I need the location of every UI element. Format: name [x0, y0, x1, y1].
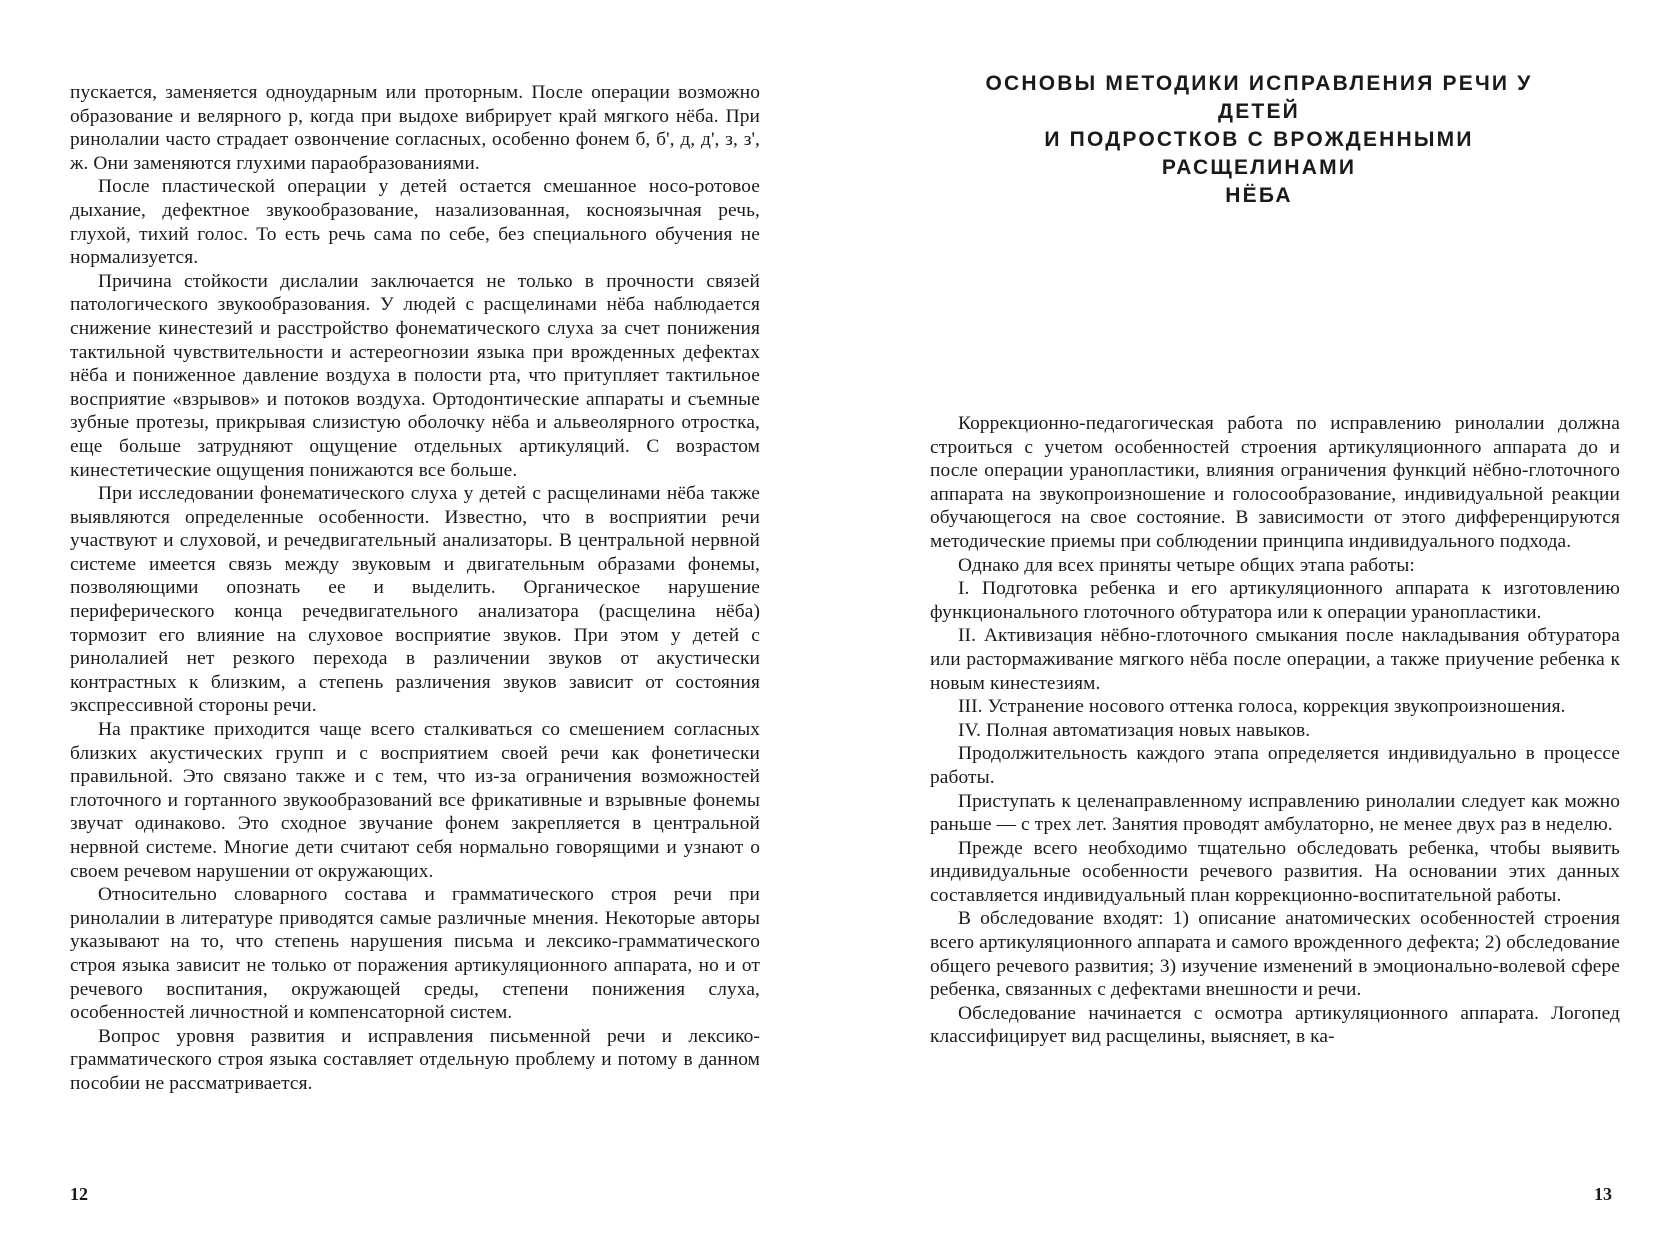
paragraph: Относительно словарного состава и грамматического строя речи при ринолалии в литературе приводятся самые различные мнения. Некоторые авторы указывают на то, что степень нарушения письма и лексико-грамматического строя языка зависит не только от поражения артикуляционного аппарата, но и от речевого воспитания, окружающей среды, степени понижения слуха, особенностей личностной и компенсаторной систем. — [70, 884, 760, 1024]
paragraph: После пластической операции у детей остается смешанное носо-ротовое дыхание, дефектное звукообразование, назализованная, косноязычная речь, глухой, тихий голос. То есть речь сама по себе, без специального обучения не нормализуется. — [70, 176, 760, 269]
chapter-title-line: И ПОДРОСТКОВ С ВРОЖДЕННЫМИ РАСЩЕЛИНАМИ — [1044, 128, 1474, 179]
right-page-body — [930, 412, 1620, 1049]
paragraph: Продолжительность каждого этапа определяется индивидуально в процессе работы. — [930, 743, 1620, 788]
paragraph: Однако для всех приняты четыре общих этапа работы: — [958, 554, 1415, 576]
paragraph: Коррекционно-педагогическая работа по исправлению ринолалии должна строиться с учетом особенностей строения артикуляционного аппарата до и после операции уранопластики, влияния ограничения функций нёбно-глоточного аппарата на звукопроизношение и голосообразование, индивидуальной реакции обучающегося на свое состояние. В зависимости от этого дифференцируются методические приемы при соблюдении принципа индивидуального подхода. — [930, 413, 1620, 552]
paragraph: I. Подготовка ребенка и его артикуляционного аппарата к изготовлению функционального глоточного обтуратора или к операции уранопластики. — [930, 578, 1620, 623]
paragraph: При исследовании фонематического слуха у детей с расщелинами нёба также выявляются определенные особенности. Известно, что в восприятии речи участвуют и слуховой, и речедвигательный анализаторы. В центральной нервной системе имеется связь между звуковым и двигательным образами фонемы, позволяющими опознать ее и выделить. Органическое нарушение периферического конца речедвигательного анализатора (расщелина нёба) тормозит его влияние на слуховое восприятие звуков. При этом у детей с ринолалией нет резкого перехода в различении звуков от акустически контрастных к близким, а степень различения звуков зависит от состояния экспрессивной стороны речи. — [70, 483, 760, 717]
paragraph: На практике приходится чаще всего сталкиваться со смешением согласных близких акустических групп и с восприятием своей речи как фонетически правильной. Это связано также и с тем, что из-за ограничения возможностей глоточного и гортанного звукообразований все фрикативные и взрывные фонемы звучат одинаково. Это сходное звучание фонем закрепляется в центральной нервной системе. Многие дети считают себя нормально говорящими и узнают о своем речевом нарушении от окружающих. — [70, 719, 760, 882]
paragraph: Вопрос уровня развития и исправления письменной речи и лексико-грамматического строя языка составляет отдельную проблему и потому в данном пособии не рассматривается. — [70, 1025, 760, 1094]
paragraph: Прежде всего необходимо тщательно обследовать ребенка, чтобы выявить индивидуальные особенности речевого развития. На основании этих данных составляется индивидуальный план коррекционно-воспитательной работы. — [930, 837, 1620, 906]
chapter-title — [954, 70, 1564, 210]
chapter-title-line: ОСНОВЫ МЕТОДИКИ ИСПРАВЛЕНИЯ РЕЧИ У ДЕТЕЙ — [985, 72, 1533, 123]
paragraph: IV. Полная автоматизация новых навыков. — [958, 719, 1311, 741]
paragraph: Приступать к целенаправленному исправлению ринолалии следует как можно раньше — с трех лет. Занятия проводят амбулаторно, не менее двух раз в неделю. — [930, 790, 1620, 836]
page-number: 12 — [70, 1184, 88, 1204]
chapter-title-line: НЁБА — [1225, 184, 1293, 207]
paragraph: Причина стойкости дислалии заключается не только в прочности связей патологического звукообразования. У людей с расщелинами нёба наблюдается снижение кинестезий и расстройство фонематического слуха за счет понижения тактильной чувствительности и астереогнозии языка при врожденных дефектах нёба и пониженное давление воздуха в полости рта, что притупляет тактильное восприятие «взрывов» и потоков воздуха. Ортодонтические аппараты и съемные зубные протезы, прикрывая слизистую оболочку нёба и альвеолярного отростка, еще больше затрудняют ощущение отдельных артикуляций. С возрастом кинестетические ощущения понижаются все больше. — [70, 270, 760, 481]
paragraph: В обследование входят: 1) описание анатомических особенностей строения всего артикуляционного аппарата и самого врожденного дефекта; 2) обследование общего речевого развития; 3) изучение изменений в эмоционально-волевой сфере ребенка, связанных с дефектами внешности и речи. — [930, 908, 1620, 1001]
paragraph: пускается, заменяется одноударным или проторным. После операции возможно образование и велярного р, когда при выдохе вибрирует край мягкого нёба. При ринолалии часто страдает озвончение согласных, особенно фонем б, б', д, д', з, з', ж. Они заменяются глухими параобразованиями. — [70, 82, 760, 174]
paragraph: Обследование начинается с осмотра артикуляционного аппарата. Логопед классифицирует вид расщелины, выясняет, в ка- — [930, 1002, 1620, 1048]
paragraph: II. Активизация нёбно-глоточного смыкания после накладывания обтуратора или растормаживание мягкого нёба после операции, а также приучение ребенка к новым кинестезиям. — [930, 625, 1620, 694]
right-page — [834, 0, 1668, 1260]
paragraph: III. Устранение носового оттенка голоса, коррекция звукопроизношения. — [958, 696, 1566, 718]
page-number: 13 — [1594, 1184, 1612, 1204]
left-page-body — [70, 81, 760, 1096]
